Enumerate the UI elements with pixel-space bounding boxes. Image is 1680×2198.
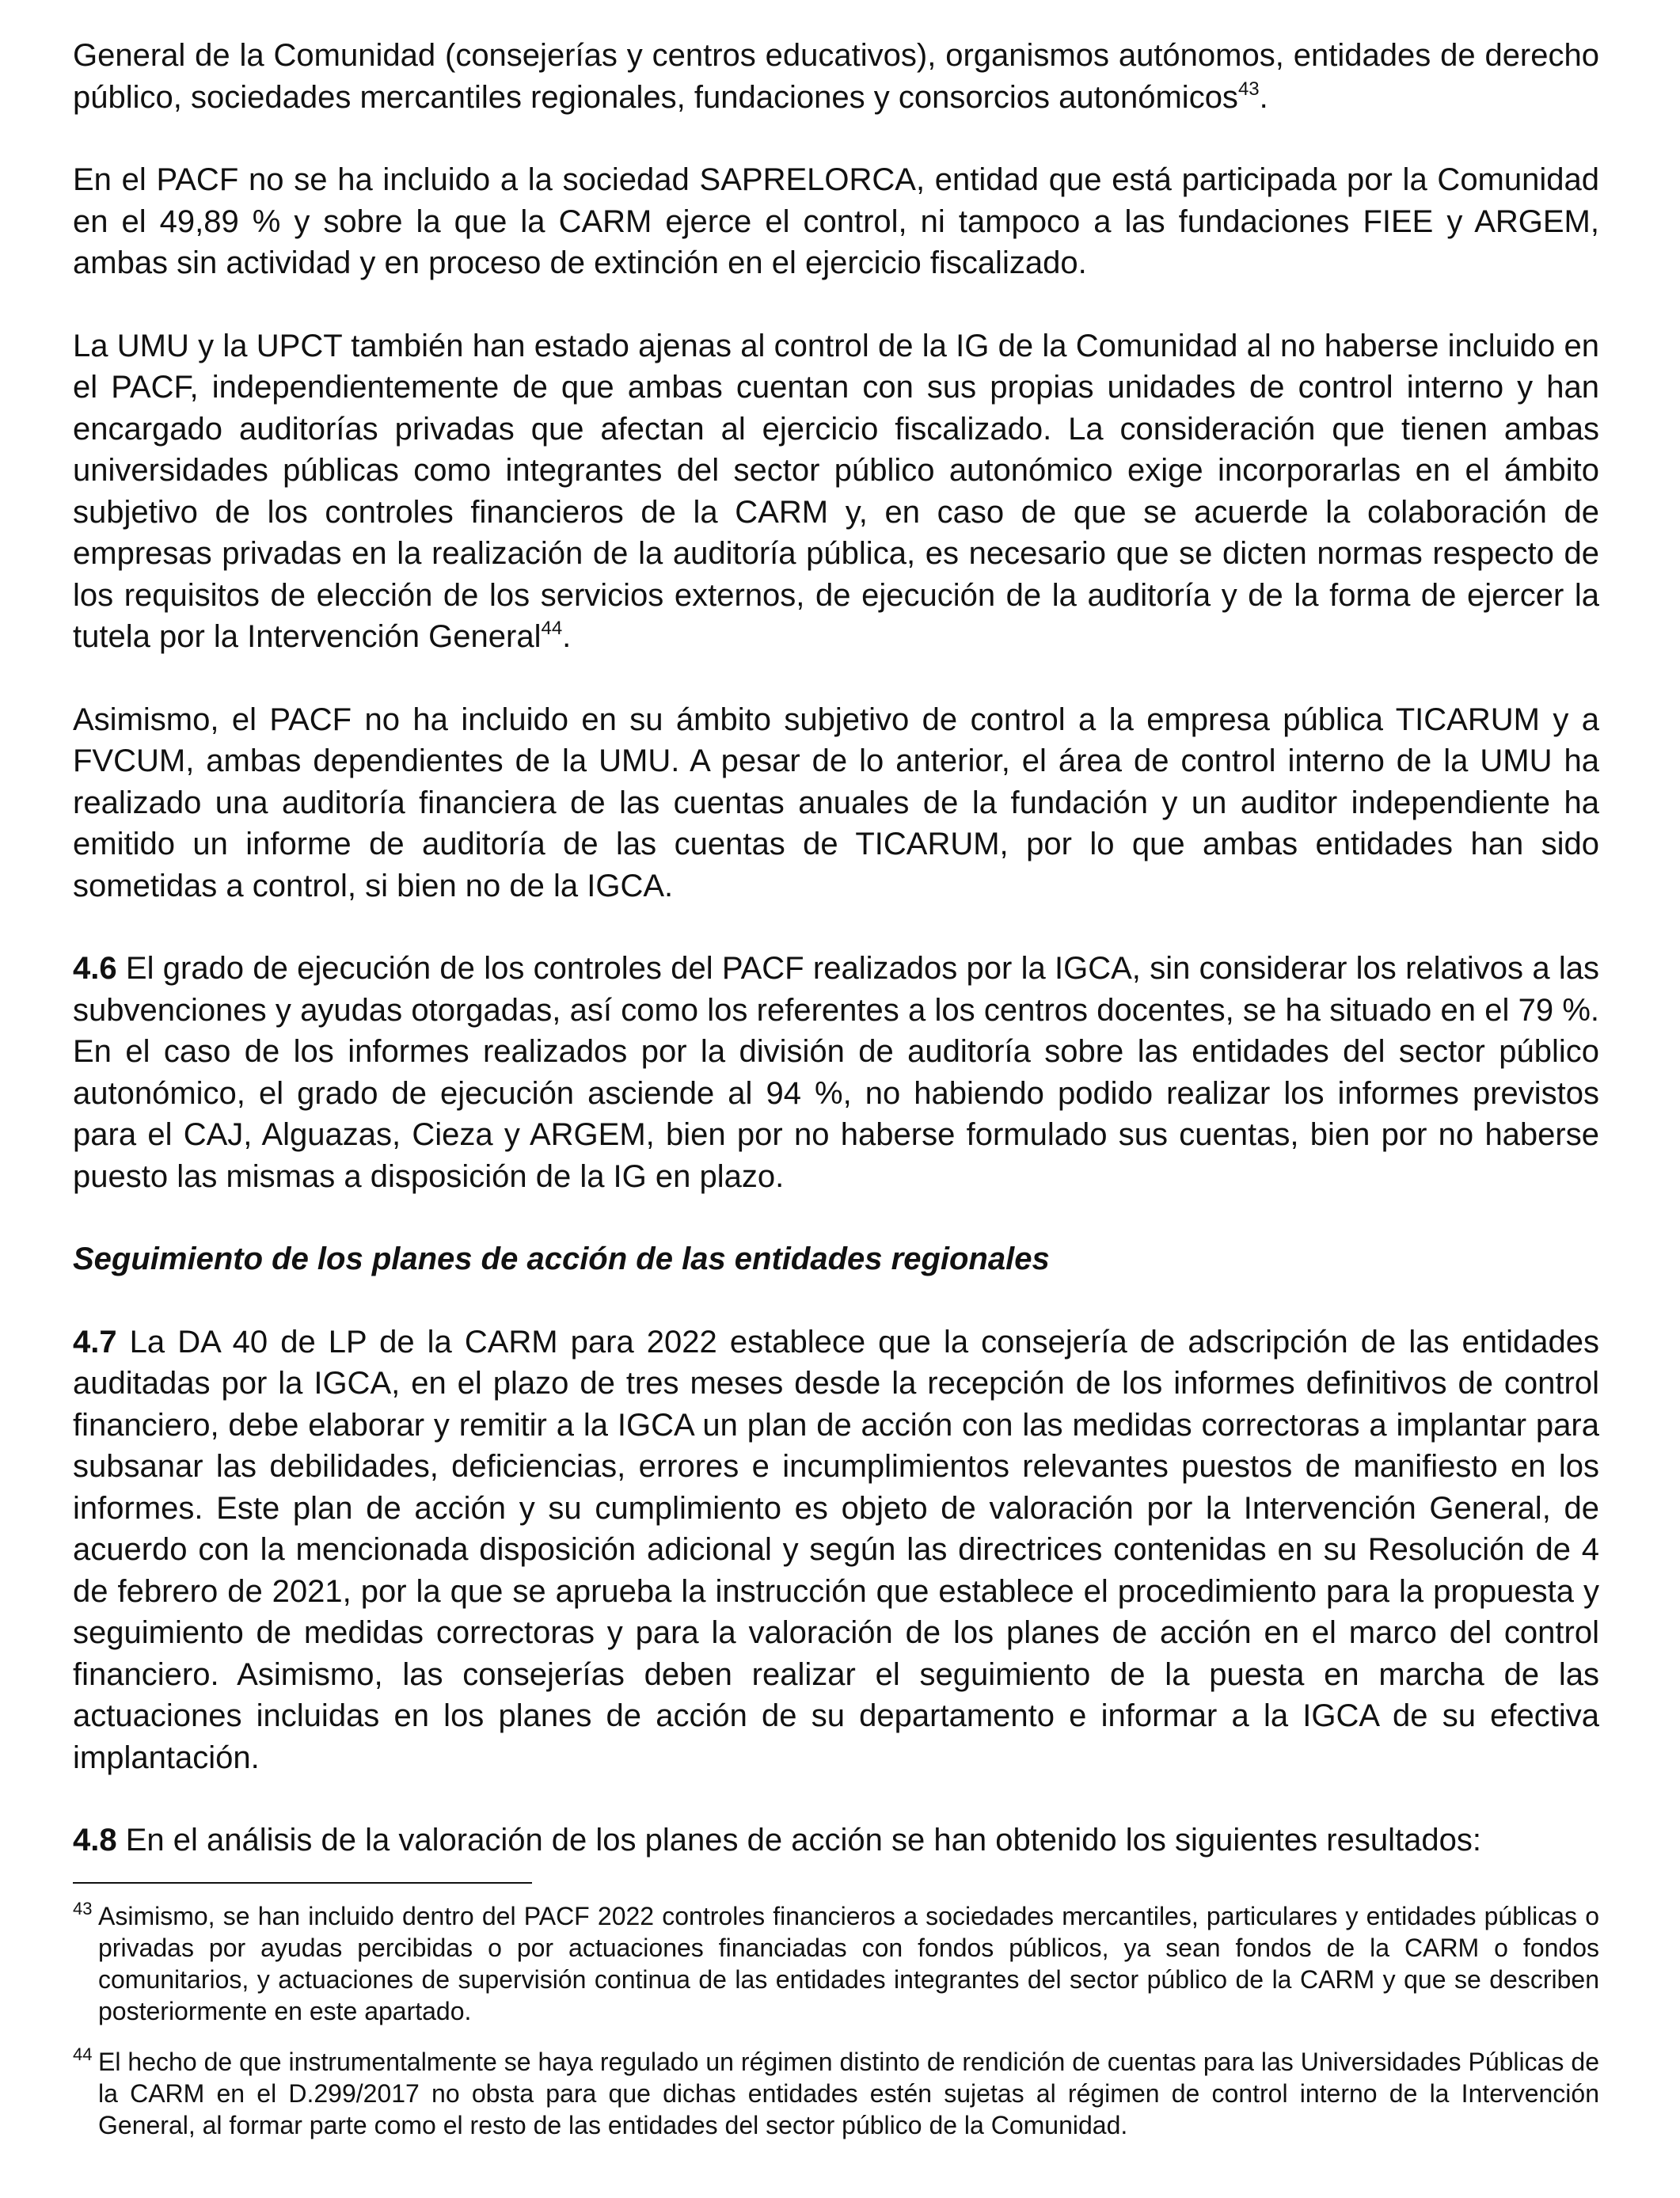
paragraph-text: En el PACF no se ha incluido a la sociedad SAPRELORCA, entidad que está participada por la Comunidad en el 49,89 % y sobre la que la CARM ejerce el control, ni tampoco a las fundaciones FIEE y ARGEM, ambas sin actividad y en proceso de extinción en el ejercicio fiscalizado. xyxy=(73,162,1599,280)
paragraph-text: En el análisis de la valoración de los planes de acción se han obtenido los siguientes resultados: xyxy=(116,1823,1481,1858)
paragraph-tail: . xyxy=(1259,79,1268,115)
footnote-number: 43 xyxy=(73,1899,93,1918)
footnote-ref-43[interactable]: 43 xyxy=(1237,78,1260,100)
paragraph-4-8 xyxy=(73,1820,1599,1861)
paragraph-continuation xyxy=(73,35,1599,118)
footnote-text: El hecho de que instrumentalmente se haya regulado un régimen distinto de rendición de cuentas para las Universidades Públicas de la CARM en el D.299/2017 no obsta para que dichas entidades estén sujetas al régimen de control interno de la Intervención General, al formar parte como el resto de las entidades del sector público de la Comunidad. xyxy=(98,2048,1599,2139)
paragraph-number: 4.7 xyxy=(73,1324,117,1359)
paragraph-number: 4.6 xyxy=(73,951,117,986)
paragraph-text: General de la Comunidad (consejerías y centros educativos), organismos autónomos, entidades de derecho público, sociedades mercantiles regionales, fundaciones y consorcios autonómicos xyxy=(73,38,1599,115)
paragraph-text: Asimismo, el PACF no ha incluido en su ámbito subjetivo de control a la empresa pública TICARUM y a FVCUM, ambas dependientes de la UMU. A pesar de lo anterior, el área de control interno de la UMU ha realizado una auditoría financiera de las cuentas anuales de la fundación y un auditor independiente ha emitido un informe de auditoría de las cuentas de TICARUM, por lo que ambas entidades han sido sometidas a control, si bien no de la IGCA. xyxy=(73,702,1599,903)
section-heading: Seguimiento de los planes de acción de las entidades regionales xyxy=(73,1242,1050,1276)
footnotes xyxy=(73,1900,1599,2160)
footnote-number: 44 xyxy=(73,2044,93,2064)
paragraph-4-6 xyxy=(73,948,1599,1197)
footnote-ref-44[interactable]: 44 xyxy=(541,618,563,639)
paragraph-text: La UMU y la UPCT también han estado ajenas al control de la IG de la Comunidad al no haberse incluido en el PACF, independientemente de que ambas cuentan con sus propias unidades de control interno y han encargado auditorías privadas que afectan al ejercicio fiscalizado. La consideración que tienen ambas universidades públicas como integrantes del sector público autonómico exige incorporarlas en el ámbito subjetivo de los controles financieros de la CARM y, en caso de que se acuerde la colaboración de empresas privadas en la realización de la auditoría pública, es necesario que se dicten normas respecto de los requisitos de elección de los servicios externos, de ejecución de la auditoría y de la forma de ejercer la tutela por la Intervención General xyxy=(73,328,1599,654)
document-body xyxy=(73,35,1599,1903)
footnote-44 xyxy=(73,2046,1599,2141)
paragraph-ticarum xyxy=(73,699,1599,907)
paragraph-4-7 xyxy=(73,1321,1599,1779)
footnote-text: Asimismo, se han incluido dentro del PACF 2022 controles financieros a sociedades mercantiles, particulares y entidades públicas o privadas por ayudas percibidas o por actuaciones financiadas con fondos públicos, ya sean fondos de la CARM o fondos comunitarios, y actuaciones de supervisión continua de las entidades integrantes del sector público de la CARM y que se describen posteriormente en este apartado. xyxy=(98,1902,1599,2025)
paragraph-text: El grado de ejecución de los controles del PACF realizados por la IGCA, sin considerar los relativos a las subvenciones y ayudas otorgadas, así como los referentes a los centros docentes, se ha situado en el 79 %. En el caso de los informes realizados por la división de auditoría sobre las entidades del sector público autonómico, el grado de ejecución asciende al 94 %, no habiendo podido realizar los informes previstos para el CAJ, Alguazas, Cieza y ARGEM, bien por no haberse formulado sus cuentas, bien por no haberse puesto las mismas a disposición de la IG en plazo. xyxy=(73,951,1599,1194)
paragraph-tail: . xyxy=(562,619,572,654)
footnote-43 xyxy=(73,1900,1599,2027)
paragraph-text: La DA 40 de LP de la CARM para 2022 establece que la consejería de adscripción de las entidades auditadas por la IGCA, en el plazo de tres meses desde la recepción de los informes definitivos de control financiero, debe elaborar y remitir a la IGCA un plan de acción con las medidas correctoras a implantar para subsanar las debilidades, deficiencias, errores e incumplimientos relevantes puestos de manifiesto en los informes. Este plan de acción y su cumplimiento es objeto de valoración por la Intervención General, de acuerdo con la mencionada disposición adicional y según las directrices contenidas en su Resolución de 4 de febrero de 2021, por la que se aprueba la instrucción que establece el procedimiento para la propuesta y seguimiento de medidas correctoras y para la valoración de los planes de acción en el marco del control financiero. Asimismo, las consejerías deben realizar el seguimiento de la puesta en marcha de las actuaciones incluidas en los planes de acción de su departamento e informar a la IGCA de su efectiva implantación. xyxy=(73,1324,1599,1775)
footnote-separator xyxy=(73,1882,532,1884)
paragraph-universities xyxy=(73,325,1599,658)
paragraph-number: 4.8 xyxy=(73,1823,117,1858)
paragraph-saprelorca xyxy=(73,159,1599,284)
